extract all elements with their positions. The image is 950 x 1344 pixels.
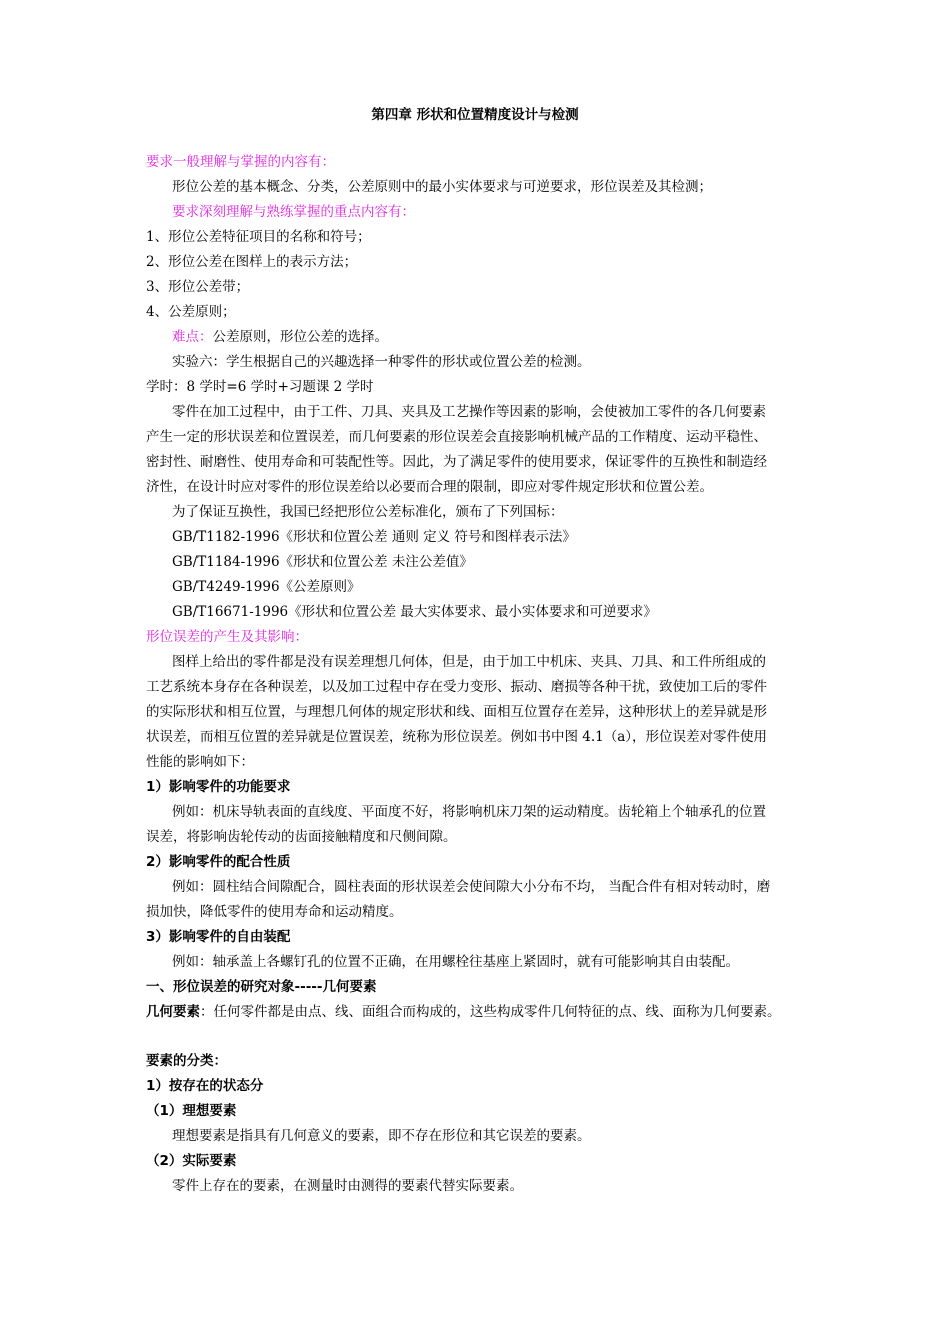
actual-heading: （2）实际要素 bbox=[146, 1153, 237, 1169]
standard-item: GB/T1182-1996《形状和位置公差 通则 定义 符号和图样表示法》 bbox=[172, 529, 576, 545]
intro-paragraph-line: 密封性、耐磨性、使用寿命和可装配性等。因此，为了满足零件的使用要求，保证零件的互换性和制造经 bbox=[146, 454, 767, 470]
key-point: 4、公差原则； bbox=[146, 304, 236, 320]
geom-text: ：任何零件都是由点、线、面组合而构成的，这些构成零件几何特征的点、线、面称为几何要素。 bbox=[200, 1004, 781, 1020]
origin-paragraph-line: 性能的影响如下： bbox=[146, 754, 254, 770]
effect1-heading: 1）影响零件的功能要求 bbox=[146, 779, 291, 795]
effect1-text-line: 例如：机床导轨表面的直线度、平面度不好，将影响机床刀架的运动精度。齿轮箱上个轴承孔的位置 bbox=[172, 804, 766, 820]
effect3-text-line: 例如：轴承盖上各螺钉孔的位置不正确，在用螺栓往基座上紧固时，就有可能影响其自由装配。 bbox=[172, 954, 739, 970]
standard-item: GB/T16671-1996《形状和位置公差 最大实体要求、最小实体要求和可逆要求》 bbox=[172, 604, 657, 620]
effect3-heading: 3）影响零件的自由装配 bbox=[146, 929, 291, 945]
experiment-line: 实验六：学生根据自己的兴趣选择一种零件的形状或位置公差的检测。 bbox=[172, 354, 591, 370]
standards-intro: 为了保证互换性，我国已经把形位公差标准化，颁布了下列国标： bbox=[172, 504, 564, 520]
difficulty-label: 难点： bbox=[172, 329, 213, 345]
key-point: 1、形位公差特征项目的名称和符号； bbox=[146, 229, 371, 245]
difficulty-line bbox=[172, 326, 388, 348]
req-deep-heading: 要求深刻理解与熟练掌握的重点内容有： bbox=[172, 204, 415, 220]
standard-item: GB/T1184-1996《形状和位置公差 未注公差值》 bbox=[172, 554, 473, 570]
origin-paragraph-line: 的实际形状和相互位置，与理想几何体的规定形状和线、面相互位置存在差异，这种形状上的差异就是形 bbox=[146, 704, 767, 720]
origin-paragraph-line: 状误差，而相互位置的差异就是位置误差，统称为形位误差。例如书中图 4.1（a），形位误差对零件使用 bbox=[146, 729, 768, 745]
by-state-heading: 1）按存在的状态分 bbox=[146, 1078, 264, 1094]
origin-paragraph-line: 工艺系统本身存在各种误差，以及加工过程中存在受力变形、振动、磨损等各种干扰，致使加工后的零件 bbox=[146, 679, 767, 695]
classify-heading: 要素的分类： bbox=[146, 1053, 227, 1069]
key-point: 3、形位公差带； bbox=[146, 279, 250, 295]
ideal-text: 理想要素是指具有几何意义的要素，即不存在形位和其它误差的要素。 bbox=[172, 1128, 591, 1144]
intro-paragraph-line: 产生一定的形状误差和位置误差，而几何要素的形位误差会直接影响机械产品的工作精度、运动平稳性、 bbox=[146, 429, 767, 445]
effect1-text-line: 误差，将影响齿轮传动的齿面接触精度和尺侧间隙。 bbox=[146, 829, 457, 845]
origin-paragraph-line: 图样上给出的零件都是没有误差理想几何体，但是，由于加工中机床、夹具、刀具、和工件所组成的 bbox=[172, 654, 766, 670]
actual-text: 零件上存在的要素，在测量时由测得的要素代替实际要素。 bbox=[172, 1178, 523, 1194]
req-general-heading: 要求一般理解与掌握的内容有： bbox=[146, 154, 335, 170]
intro-paragraph-line: 零件在加工过程中，由于工件、刀具、夹具及工艺操作等因素的影响，会使被加工零件的各几何要素 bbox=[172, 404, 766, 420]
page-title: 第四章 形状和位置精度设计与检测 bbox=[371, 107, 579, 123]
section1-heading: 一、形位误差的研究对象-----几何要素 bbox=[146, 979, 377, 995]
standard-item: GB/T4249-1996《公差原则》 bbox=[172, 579, 361, 595]
effect2-text-line: 损加快，降低零件的使用寿命和运动精度。 bbox=[146, 904, 403, 920]
hours-line: 学时：8 学时=6 学时+习题课 2 学时 bbox=[146, 379, 374, 395]
ideal-heading: （1）理想要素 bbox=[146, 1103, 237, 1119]
effect2-heading: 2）影响零件的配合性质 bbox=[146, 854, 291, 870]
effect2-text-line: 例如：圆柱结合间隙配合，圆柱表面的形状误差会使间隙大小分布不均， 当配合件有相对转动时，磨 bbox=[172, 879, 771, 895]
geom-definition-line bbox=[146, 1001, 781, 1023]
key-point: 2、形位公差在图样上的表示方法； bbox=[146, 254, 358, 270]
req-general-text: 形位公差的基本概念、分类，公差原则中的最小实体要求与可逆要求，形位误差及其检测； bbox=[172, 179, 712, 195]
geom-label: 几何要素 bbox=[146, 1004, 200, 1020]
origin-heading: 形位误差的产生及其影响： bbox=[146, 629, 308, 645]
intro-paragraph-line: 济性，在设计时应对零件的形位误差给以必要而合理的限制，即应对零件规定形状和位置公差。 bbox=[146, 479, 713, 495]
difficulty-text: 公差原则，形位公差的选择。 bbox=[212, 329, 388, 345]
